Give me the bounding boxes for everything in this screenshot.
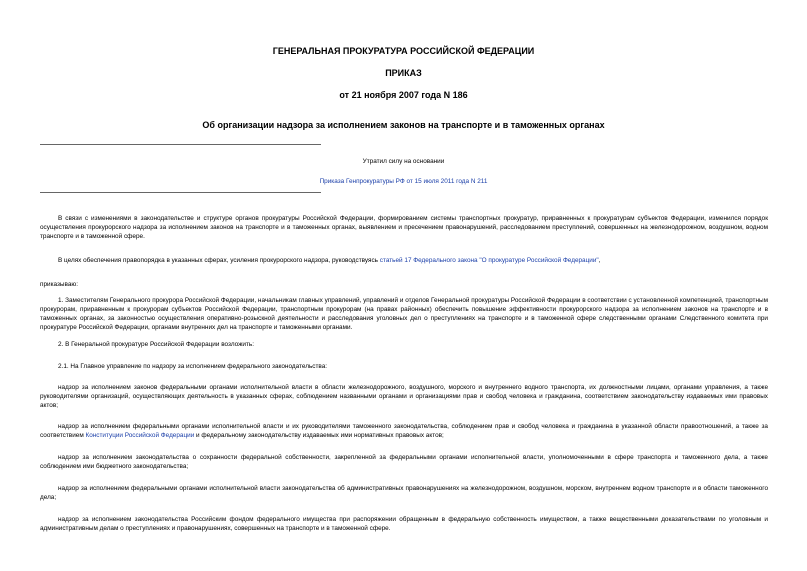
paragraph-basis bbox=[40, 256, 768, 265]
paragraph-customs-end: и федеральному законодательству издаваемых ими нормативных правовых актов; bbox=[194, 432, 444, 439]
paragraph-preamble: В связи с изменениями в законодательстве и структуре органов прокуратуры Российской Федерации, формированием системы транспортных прокуратур, приравненных к прокуратурам субъектов Федерации, изменился порядок осуществления прокурорского надзора за исполнением законов на транспорте и в таможенных органах, выявлением и пресечением правонарушений, расследованием преступлений, совершенных на железнодорожном, воздушном, водном транспорте и в таможенной сфере. bbox=[40, 215, 768, 240]
paragraph-item-2: 2. В Генеральной прокуратуре Российской Федерации возложить: bbox=[58, 341, 255, 348]
status-note: Утратил силу на основании bbox=[362, 158, 445, 165]
repeal-order-link[interactable]: Приказа Генпрокуратуры РФ от 15 июля 2011 года N 211 bbox=[319, 178, 488, 185]
paragraph-item-2-1: 2.1. На Главное управление по надзору за исполнением федерального законодательства: bbox=[58, 363, 328, 370]
paragraph-property-oversight: надзор за исполнением законодательства о сохранности федеральной собственности, закрепленной за федеральными органами исполнительной власти, уполномоченными в сфере транспорта и таможенного дела, а также соблюдением ими бюджетного законодательства; bbox=[40, 454, 768, 470]
paragraph-basis-text: В целях обеспечения правопорядка в указанных сферах, усиления прокурорского надзора, руководствуясь bbox=[58, 257, 380, 264]
paragraph-transport-oversight: надзор за исполнением законов федеральными органами исполнительной власти в области железнодорожного, воздушного, морского и внутреннего водного транспорта, их должностными лицами, органами управления, а также руководителями организаций, осуществляющих деятельность в указанных сферах, соблюдением названными органами и организациями прав и свобод человека и гражданина, соответствием законодательству издаваемых ими правовых актов; bbox=[40, 384, 768, 409]
law-article-link[interactable]: статьей 17 Федерального закона "О прокуратуре Российской Федерации" bbox=[379, 257, 599, 264]
paragraph-customs-oversight bbox=[40, 422, 768, 440]
document-title: Об организации надзора за исполнением законов на транспорте и в таможенных органах bbox=[202, 120, 605, 130]
constitution-link[interactable]: Конституции Российской Федерации bbox=[85, 432, 195, 439]
paragraph-basis-end: , bbox=[598, 257, 601, 264]
paragraph-order: приказываю: bbox=[40, 281, 78, 288]
paragraph-customs-text: надзор за исполнением федеральными органами исполнительной власти и их руководителями таможенного законодательства, соблюдением прав и свобод человека и гражданина в указанной области правоотношений, а также за соответствием bbox=[40, 423, 768, 439]
divider-top bbox=[40, 144, 321, 145]
paragraph-property-fund-oversight: надзор за исполнением законодательства Российским фондом федерального имущества при распоряжении обращенным в федеральную собственность имуществом, а также вещественными доказательствами по уголовным и административным делам о преступлениях и правонарушениях, совершенных на транспорте и в таможенной сфере. bbox=[40, 516, 768, 532]
divider-bottom bbox=[40, 192, 321, 193]
document-type: ПРИКАЗ bbox=[385, 68, 422, 78]
document-date-number: от 21 ноября 2007 года N 186 bbox=[339, 90, 468, 100]
issuing-authority: ГЕНЕРАЛЬНАЯ ПРОКУРАТУРА РОССИЙСКОЙ ФЕДЕРАЦИИ bbox=[272, 46, 535, 56]
status-note-link-line bbox=[0, 178, 807, 185]
paragraph-item-1: 1. Заместителям Генерального прокурора Российской Федерации, начальникам главных управлений, управлений и отделов Генеральной прокуратуры Российской Федерации в соответствии с установленной компетенцией, транспортным прокурорам, приравненным к прокурорам субъектов Российской Федерации, транспортным прокурорам (на правах районных) обеспечить повышение эффективности прокурорского надзора за исполнением законов на транспорте и в таможенных органах, за законностью осуществления оперативно-розыскной деятельности и расследования уголовных дел о преступлениях на транспорте и в таможенной сфере следственными органами Следственного комитета при прокуратуре Российской Федерации, органами внутренних дел на транспорте и таможенными органами. bbox=[40, 297, 768, 331]
paragraph-administrative-oversight: надзор за исполнением федеральными органами исполнительной власти законодательства об административных правонарушениях на железнодорожном, воздушном, морском, внутреннем водном транспорте и в области таможенного дела; bbox=[40, 485, 768, 501]
